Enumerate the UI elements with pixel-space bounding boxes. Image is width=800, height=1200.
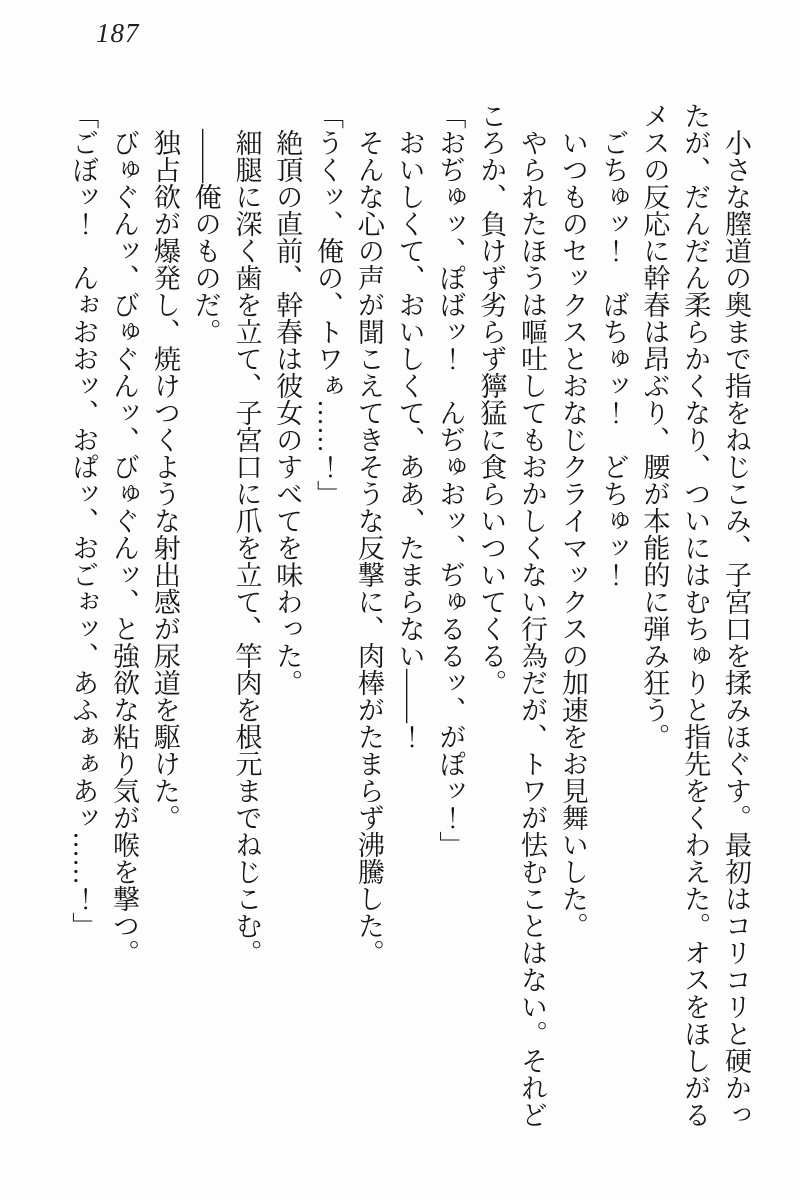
text-line-17: 「ごぼッ！ んぉおおッ、おぱッ、おごぉッ、あふぁぁあッ……！」 [68,102,99,939]
vertical-text-block [62,102,756,1136]
text-line-12: 絶頂の直前、幹春は彼女のすべてを味わった。 [272,102,303,696]
text-line-04: ごちゅッ！ ばちゅッ！ どちゅッ！ [598,102,629,588]
text-line-09: おいしくて、おいしくて、ああ、たまらない――！ [394,102,425,750]
page-number: 187 [96,18,140,48]
text-line-13: 細腿に深く歯を立て、子宮口に爪を立て、竿肉を根元までねじこむ。 [231,102,262,966]
text-line-01: 小さな膣道の奥まで指をねじこみ、子宮口を揉みほぐす。最初はコリコリと硬かっ [721,102,751,1128]
text-line-08: 「おぢゅッ、ぽばッ！ んぢゅおッ、ぢゅるるッ、がぽッ！」 [435,102,466,858]
text-line-07: ころか、負けず劣らず獰猛に食らいついてくる。 [476,102,507,696]
text-line-14: ――俺のものだ。 [190,102,221,345]
text-line-02: たが、だんだん柔らかくなり、ついにはむちゅりと指先をくわえた。オスをほしがる [680,102,711,1128]
text-line-16: びゅぐんッ、びゅぐんッ、びゅぐんッ、と強欲な粘り気が喉を撃つ。 [109,102,140,966]
text-line-15: 独占欲が爆発し、焼けつくような射出感が尿道を駆けた。 [149,102,180,831]
text-line-03: メスの反応に幹春は昂ぶり、腰が本能的に弾み狂う。 [639,102,670,750]
text-line-06: やられたほうは嘔吐してもおかしくない行為だが、トワが怯むことはない。それど [517,102,548,1128]
text-line-05: いつものセックスとおなじクライマックスの加速をお見舞いした。 [557,102,588,939]
text-line-11: 「うくッ、俺の、トワぁ……！」 [313,102,344,507]
text-line-10: そんな心の声が聞こえてきそうな反撃に、肉棒がたまらず沸騰した。 [353,102,384,966]
